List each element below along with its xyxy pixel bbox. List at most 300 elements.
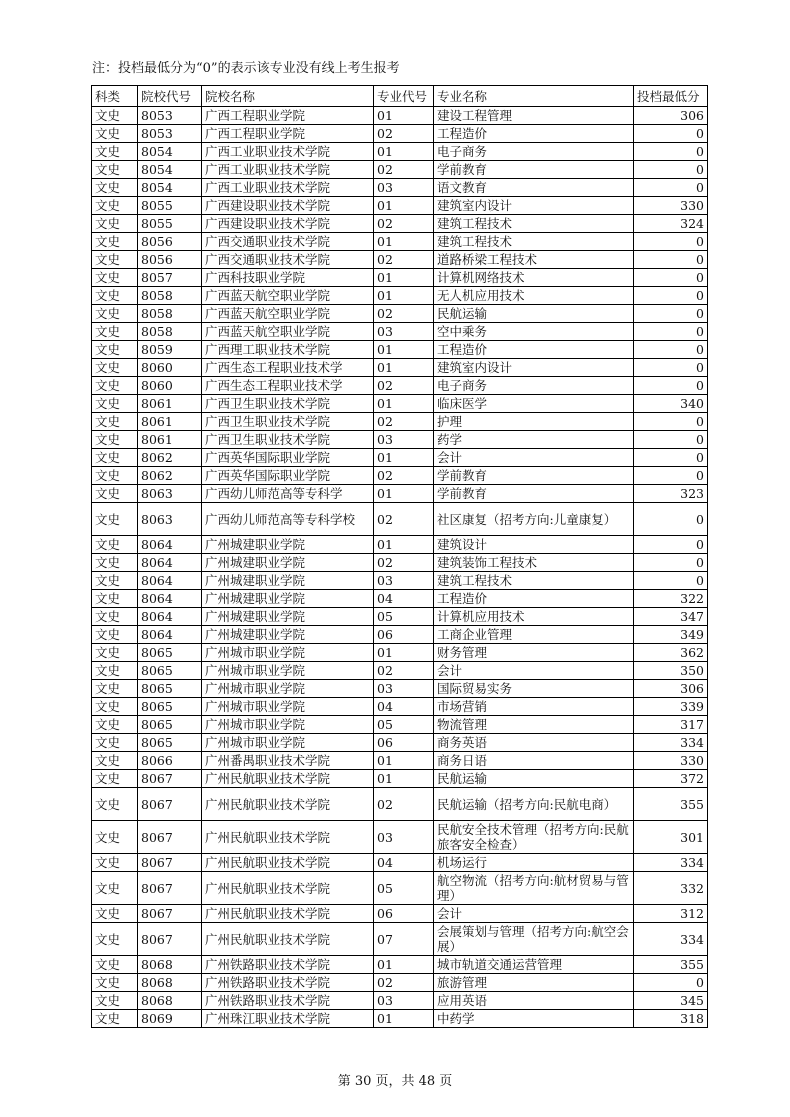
category-cell: 文史 xyxy=(92,431,138,449)
school-code-cell: 8058 xyxy=(138,305,202,323)
category-cell: 文史 xyxy=(92,125,138,143)
major-code-cell: 01 xyxy=(374,752,434,770)
school-code-cell: 8065 xyxy=(138,644,202,662)
category-cell: 文史 xyxy=(92,680,138,698)
major-name-cell: 建设工程管理 xyxy=(434,107,634,125)
school-code-cell: 8064 xyxy=(138,626,202,644)
school-code-cell: 8068 xyxy=(138,956,202,974)
school-code-cell: 8065 xyxy=(138,716,202,734)
major-name-cell: 社区康复（招考方向:儿童康复） xyxy=(434,503,634,536)
min-score-cell: 350 xyxy=(634,662,708,680)
major-name-cell: 建筑工程技术 xyxy=(434,233,634,251)
category-cell: 文史 xyxy=(92,233,138,251)
major-code-cell: 04 xyxy=(374,590,434,608)
major-name-cell: 会展策划与管理（招考方向:航空会展） xyxy=(434,923,634,956)
school-name-cell: 广西工程职业学院 xyxy=(202,107,374,125)
school-name-cell: 广西交通职业技术学院 xyxy=(202,251,374,269)
major-name-cell: 工商企业管理 xyxy=(434,626,634,644)
major-name-cell: 城市轨道交通运营管理 xyxy=(434,956,634,974)
major-name-cell: 建筑室内设计 xyxy=(434,359,634,377)
school-code-cell: 8065 xyxy=(138,680,202,698)
table-row xyxy=(92,626,708,644)
table-row xyxy=(92,413,708,431)
major-code-cell: 03 xyxy=(374,680,434,698)
major-code-cell: 01 xyxy=(374,449,434,467)
header-major-code: 专业代号 xyxy=(374,86,434,107)
school-name-cell: 广西工业职业技术学院 xyxy=(202,143,374,161)
min-score-cell: 362 xyxy=(634,644,708,662)
min-score-cell: 355 xyxy=(634,956,708,974)
major-code-cell: 03 xyxy=(374,323,434,341)
min-score-cell: 334 xyxy=(634,923,708,956)
header-major-name: 专业名称 xyxy=(434,86,634,107)
major-name-cell: 计算机网络技术 xyxy=(434,269,634,287)
table-row xyxy=(92,680,708,698)
school-name-cell: 广州铁路职业技术学院 xyxy=(202,956,374,974)
min-score-cell: 0 xyxy=(634,503,708,536)
major-code-cell: 03 xyxy=(374,572,434,590)
category-cell: 文史 xyxy=(92,956,138,974)
category-cell: 文史 xyxy=(92,626,138,644)
school-name-cell: 广州铁路职业技术学院 xyxy=(202,992,374,1010)
school-code-cell: 8067 xyxy=(138,770,202,788)
min-score-cell: 334 xyxy=(634,854,708,872)
major-code-cell: 02 xyxy=(374,662,434,680)
min-score-cell: 323 xyxy=(634,485,708,503)
table-row xyxy=(92,287,708,305)
table-row xyxy=(92,608,708,626)
major-name-cell: 商务英语 xyxy=(434,734,634,752)
school-name-cell: 广州城市职业学院 xyxy=(202,716,374,734)
major-name-cell: 建筑工程技术 xyxy=(434,572,634,590)
table-row xyxy=(92,698,708,716)
school-code-cell: 8054 xyxy=(138,179,202,197)
category-cell: 文史 xyxy=(92,923,138,956)
school-name-cell: 广州番禺职业技术学院 xyxy=(202,752,374,770)
school-code-cell: 8068 xyxy=(138,992,202,1010)
category-cell: 文史 xyxy=(92,554,138,572)
major-code-cell: 02 xyxy=(374,215,434,233)
table-row xyxy=(92,359,708,377)
min-score-cell: 0 xyxy=(634,572,708,590)
page-footer: 第 30 页，共 48 页 xyxy=(337,1074,453,1089)
table-row xyxy=(92,305,708,323)
school-code-cell: 8067 xyxy=(138,872,202,905)
min-score-cell: 318 xyxy=(634,1010,708,1028)
school-name-cell: 广州民航职业技术学院 xyxy=(202,905,374,923)
category-cell: 文史 xyxy=(92,590,138,608)
school-name-cell: 广西英华国际职业学院 xyxy=(202,449,374,467)
school-name-cell: 广州城建职业学院 xyxy=(202,572,374,590)
admission-score-table xyxy=(91,85,708,1028)
school-code-cell: 8067 xyxy=(138,821,202,854)
table-row xyxy=(92,125,708,143)
school-code-cell: 8058 xyxy=(138,323,202,341)
min-score-cell: 0 xyxy=(634,467,708,485)
major-code-cell: 02 xyxy=(374,125,434,143)
school-code-cell: 8067 xyxy=(138,854,202,872)
major-name-cell: 工程造价 xyxy=(434,125,634,143)
school-name-cell: 广州民航职业技术学院 xyxy=(202,854,374,872)
school-name-cell: 广州铁路职业技术学院 xyxy=(202,974,374,992)
school-name-cell: 广州城市职业学院 xyxy=(202,698,374,716)
school-name-cell: 广州城市职业学院 xyxy=(202,662,374,680)
major-code-cell: 06 xyxy=(374,626,434,644)
category-cell: 文史 xyxy=(92,698,138,716)
min-score-cell: 332 xyxy=(634,872,708,905)
major-code-cell: 01 xyxy=(374,341,434,359)
min-score-cell: 0 xyxy=(634,536,708,554)
major-name-cell: 药学 xyxy=(434,431,634,449)
category-cell: 文史 xyxy=(92,536,138,554)
min-score-cell: 355 xyxy=(634,788,708,821)
min-score-cell: 301 xyxy=(634,821,708,854)
table-row xyxy=(92,179,708,197)
min-score-cell: 0 xyxy=(634,251,708,269)
table-row xyxy=(92,974,708,992)
min-score-cell: 334 xyxy=(634,734,708,752)
min-score-cell: 372 xyxy=(634,770,708,788)
table-row xyxy=(92,485,708,503)
school-name-cell: 广西工业职业技术学院 xyxy=(202,161,374,179)
min-score-cell: 0 xyxy=(634,143,708,161)
header-min-score: 投档最低分 xyxy=(634,86,708,107)
table-row xyxy=(92,251,708,269)
min-score-cell: 349 xyxy=(634,626,708,644)
category-cell: 文史 xyxy=(92,1010,138,1028)
school-name-cell: 广州珠江职业技术学院 xyxy=(202,1010,374,1028)
table-row xyxy=(92,449,708,467)
table-note: 注：投档最低分为“0”的表示该专业没有线上考生报考 xyxy=(92,61,400,76)
min-score-cell: 0 xyxy=(634,287,708,305)
major-code-cell: 01 xyxy=(374,359,434,377)
min-score-cell: 306 xyxy=(634,107,708,125)
major-name-cell: 国际贸易实务 xyxy=(434,680,634,698)
major-name-cell: 工程造价 xyxy=(434,341,634,359)
major-name-cell: 民航运输 xyxy=(434,305,634,323)
table-row xyxy=(92,269,708,287)
school-name-cell: 广西理工职业技术学院 xyxy=(202,341,374,359)
school-name-cell: 广西生态工程职业技术学 xyxy=(202,377,374,395)
major-code-cell: 02 xyxy=(374,377,434,395)
table-row xyxy=(92,1010,708,1028)
school-name-cell: 广州城建职业学院 xyxy=(202,536,374,554)
category-cell: 文史 xyxy=(92,143,138,161)
table-row xyxy=(92,341,708,359)
min-score-cell: 345 xyxy=(634,992,708,1010)
min-score-cell: 0 xyxy=(634,449,708,467)
min-score-cell: 347 xyxy=(634,608,708,626)
category-cell: 文史 xyxy=(92,107,138,125)
major-code-cell: 01 xyxy=(374,644,434,662)
table-row xyxy=(92,197,708,215)
school-code-cell: 8056 xyxy=(138,233,202,251)
category-cell: 文史 xyxy=(92,413,138,431)
min-score-cell: 0 xyxy=(634,179,708,197)
major-code-cell: 02 xyxy=(374,554,434,572)
table-row xyxy=(92,788,708,821)
major-code-cell: 01 xyxy=(374,1010,434,1028)
table-row xyxy=(92,821,708,854)
school-code-cell: 8053 xyxy=(138,125,202,143)
major-code-cell: 06 xyxy=(374,905,434,923)
min-score-cell: 306 xyxy=(634,680,708,698)
major-name-cell: 空中乘务 xyxy=(434,323,634,341)
school-name-cell: 广西科技职业学院 xyxy=(202,269,374,287)
major-name-cell: 工程造价 xyxy=(434,590,634,608)
table-row xyxy=(92,644,708,662)
category-cell: 文史 xyxy=(92,485,138,503)
category-cell: 文史 xyxy=(92,734,138,752)
major-name-cell: 语文教育 xyxy=(434,179,634,197)
major-code-cell: 02 xyxy=(374,305,434,323)
table-row xyxy=(92,992,708,1010)
table-row xyxy=(92,395,708,413)
min-score-cell: 0 xyxy=(634,554,708,572)
table-header-row xyxy=(92,86,708,107)
major-code-cell: 04 xyxy=(374,698,434,716)
major-code-cell: 01 xyxy=(374,269,434,287)
category-cell: 文史 xyxy=(92,644,138,662)
major-code-cell: 01 xyxy=(374,107,434,125)
min-score-cell: 0 xyxy=(634,269,708,287)
category-cell: 文史 xyxy=(92,179,138,197)
header-category: 科类 xyxy=(92,86,138,107)
major-code-cell: 01 xyxy=(374,143,434,161)
major-name-cell: 商务日语 xyxy=(434,752,634,770)
category-cell: 文史 xyxy=(92,305,138,323)
major-code-cell: 03 xyxy=(374,179,434,197)
table-row xyxy=(92,590,708,608)
table-row xyxy=(92,770,708,788)
major-code-cell: 01 xyxy=(374,485,434,503)
min-score-cell: 0 xyxy=(634,377,708,395)
table-row xyxy=(92,377,708,395)
table-row xyxy=(92,716,708,734)
category-cell: 文史 xyxy=(92,770,138,788)
min-score-cell: 0 xyxy=(634,233,708,251)
min-score-cell: 322 xyxy=(634,590,708,608)
major-code-cell: 06 xyxy=(374,734,434,752)
school-name-cell: 广州城市职业学院 xyxy=(202,644,374,662)
major-name-cell: 学前教育 xyxy=(434,161,634,179)
major-code-cell: 01 xyxy=(374,536,434,554)
header-school-code: 院校代号 xyxy=(138,86,202,107)
school-code-cell: 8067 xyxy=(138,788,202,821)
major-name-cell: 建筑工程技术 xyxy=(434,215,634,233)
school-name-cell: 广州城市职业学院 xyxy=(202,680,374,698)
min-score-cell: 0 xyxy=(634,974,708,992)
major-code-cell: 05 xyxy=(374,716,434,734)
major-name-cell: 学前教育 xyxy=(434,467,634,485)
major-code-cell: 01 xyxy=(374,395,434,413)
school-name-cell: 广州城建职业学院 xyxy=(202,554,374,572)
major-name-cell: 建筑装饰工程技术 xyxy=(434,554,634,572)
table-row xyxy=(92,554,708,572)
school-code-cell: 8063 xyxy=(138,485,202,503)
school-name-cell: 广西工业职业技术学院 xyxy=(202,179,374,197)
major-code-cell: 03 xyxy=(374,821,434,854)
major-name-cell: 市场营销 xyxy=(434,698,634,716)
category-cell: 文史 xyxy=(92,974,138,992)
school-name-cell: 广州城建职业学院 xyxy=(202,590,374,608)
category-cell: 文史 xyxy=(92,449,138,467)
school-name-cell: 广州民航职业技术学院 xyxy=(202,788,374,821)
major-name-cell: 中药学 xyxy=(434,1010,634,1028)
school-code-cell: 8055 xyxy=(138,197,202,215)
min-score-cell: 340 xyxy=(634,395,708,413)
category-cell: 文史 xyxy=(92,821,138,854)
major-code-cell: 03 xyxy=(374,992,434,1010)
school-name-cell: 广西卫生职业技术学院 xyxy=(202,431,374,449)
category-cell: 文史 xyxy=(92,752,138,770)
school-code-cell: 8065 xyxy=(138,734,202,752)
school-code-cell: 8060 xyxy=(138,359,202,377)
min-score-cell: 0 xyxy=(634,305,708,323)
header-school-name: 院校名称 xyxy=(202,86,374,107)
major-name-cell: 计算机应用技术 xyxy=(434,608,634,626)
table-row xyxy=(92,734,708,752)
school-code-cell: 8065 xyxy=(138,698,202,716)
category-cell: 文史 xyxy=(92,992,138,1010)
major-code-cell: 02 xyxy=(374,413,434,431)
major-code-cell: 03 xyxy=(374,431,434,449)
school-code-cell: 8054 xyxy=(138,143,202,161)
category-cell: 文史 xyxy=(92,872,138,905)
major-code-cell: 05 xyxy=(374,872,434,905)
table-row xyxy=(92,662,708,680)
min-score-cell: 0 xyxy=(634,323,708,341)
school-name-cell: 广西蓝天航空职业学院 xyxy=(202,323,374,341)
major-name-cell: 民航运输 xyxy=(434,770,634,788)
major-name-cell: 临床医学 xyxy=(434,395,634,413)
min-score-cell: 317 xyxy=(634,716,708,734)
major-code-cell: 01 xyxy=(374,233,434,251)
min-score-cell: 0 xyxy=(634,359,708,377)
major-name-cell: 民航运输（招考方向:民航电商） xyxy=(434,788,634,821)
table-row xyxy=(92,215,708,233)
school-name-cell: 广西蓝天航空职业学院 xyxy=(202,287,374,305)
school-name-cell: 广西蓝天航空职业学院 xyxy=(202,305,374,323)
min-score-cell: 330 xyxy=(634,752,708,770)
school-code-cell: 8058 xyxy=(138,287,202,305)
major-name-cell: 旅游管理 xyxy=(434,974,634,992)
school-name-cell: 广西交通职业技术学院 xyxy=(202,233,374,251)
category-cell: 文史 xyxy=(92,716,138,734)
school-code-cell: 8054 xyxy=(138,161,202,179)
major-name-cell: 护理 xyxy=(434,413,634,431)
category-cell: 文史 xyxy=(92,341,138,359)
min-score-cell: 324 xyxy=(634,215,708,233)
category-cell: 文史 xyxy=(92,377,138,395)
major-code-cell: 04 xyxy=(374,854,434,872)
school-name-cell: 广州民航职业技术学院 xyxy=(202,821,374,854)
table-row xyxy=(92,854,708,872)
category-cell: 文史 xyxy=(92,662,138,680)
table-row xyxy=(92,467,708,485)
school-name-cell: 广州民航职业技术学院 xyxy=(202,770,374,788)
min-score-cell: 0 xyxy=(634,341,708,359)
category-cell: 文史 xyxy=(92,572,138,590)
school-name-cell: 广西幼儿师范高等专科学 xyxy=(202,485,374,503)
school-code-cell: 8061 xyxy=(138,413,202,431)
min-score-cell: 0 xyxy=(634,161,708,179)
min-score-cell: 0 xyxy=(634,413,708,431)
category-cell: 文史 xyxy=(92,197,138,215)
major-name-cell: 建筑室内设计 xyxy=(434,197,634,215)
category-cell: 文史 xyxy=(92,905,138,923)
major-code-cell: 01 xyxy=(374,197,434,215)
table-row xyxy=(92,536,708,554)
category-cell: 文史 xyxy=(92,323,138,341)
school-code-cell: 8069 xyxy=(138,1010,202,1028)
school-code-cell: 8066 xyxy=(138,752,202,770)
table-row xyxy=(92,572,708,590)
table-row xyxy=(92,143,708,161)
school-code-cell: 8064 xyxy=(138,572,202,590)
major-name-cell: 电子商务 xyxy=(434,377,634,395)
min-score-cell: 0 xyxy=(634,431,708,449)
school-name-cell: 广西卫生职业技术学院 xyxy=(202,413,374,431)
school-code-cell: 8063 xyxy=(138,503,202,536)
major-name-cell: 会计 xyxy=(434,662,634,680)
school-name-cell: 广州城建职业学院 xyxy=(202,608,374,626)
table-row xyxy=(92,503,708,536)
school-code-cell: 8059 xyxy=(138,341,202,359)
school-name-cell: 广西建设职业技术学院 xyxy=(202,197,374,215)
min-score-cell: 339 xyxy=(634,698,708,716)
table-row xyxy=(92,161,708,179)
major-code-cell: 05 xyxy=(374,608,434,626)
table-row xyxy=(92,107,708,125)
table-row xyxy=(92,923,708,956)
school-name-cell: 广州民航职业技术学院 xyxy=(202,872,374,905)
school-code-cell: 8064 xyxy=(138,590,202,608)
category-cell: 文史 xyxy=(92,854,138,872)
school-name-cell: 广州城建职业学院 xyxy=(202,626,374,644)
major-name-cell: 电子商务 xyxy=(434,143,634,161)
major-code-cell: 01 xyxy=(374,287,434,305)
major-code-cell: 01 xyxy=(374,770,434,788)
major-code-cell: 01 xyxy=(374,956,434,974)
school-code-cell: 8064 xyxy=(138,554,202,572)
major-name-cell: 航空物流（招考方向:航材贸易与管理） xyxy=(434,872,634,905)
school-code-cell: 8060 xyxy=(138,377,202,395)
table-row xyxy=(92,752,708,770)
table-row xyxy=(92,872,708,905)
category-cell: 文史 xyxy=(92,395,138,413)
category-cell: 文史 xyxy=(92,161,138,179)
major-name-cell: 应用英语 xyxy=(434,992,634,1010)
school-code-cell: 8062 xyxy=(138,467,202,485)
school-name-cell: 广西生态工程职业技术学 xyxy=(202,359,374,377)
school-code-cell: 8057 xyxy=(138,269,202,287)
school-name-cell: 广西工程职业学院 xyxy=(202,125,374,143)
school-name-cell: 广州民航职业技术学院 xyxy=(202,923,374,956)
category-cell: 文史 xyxy=(92,215,138,233)
major-name-cell: 物流管理 xyxy=(434,716,634,734)
category-cell: 文史 xyxy=(92,503,138,536)
school-code-cell: 8062 xyxy=(138,449,202,467)
school-code-cell: 8055 xyxy=(138,215,202,233)
school-name-cell: 广西建设职业技术学院 xyxy=(202,215,374,233)
major-code-cell: 02 xyxy=(374,161,434,179)
min-score-cell: 312 xyxy=(634,905,708,923)
category-cell: 文史 xyxy=(92,467,138,485)
category-cell: 文史 xyxy=(92,269,138,287)
table-row xyxy=(92,323,708,341)
major-name-cell: 财务管理 xyxy=(434,644,634,662)
